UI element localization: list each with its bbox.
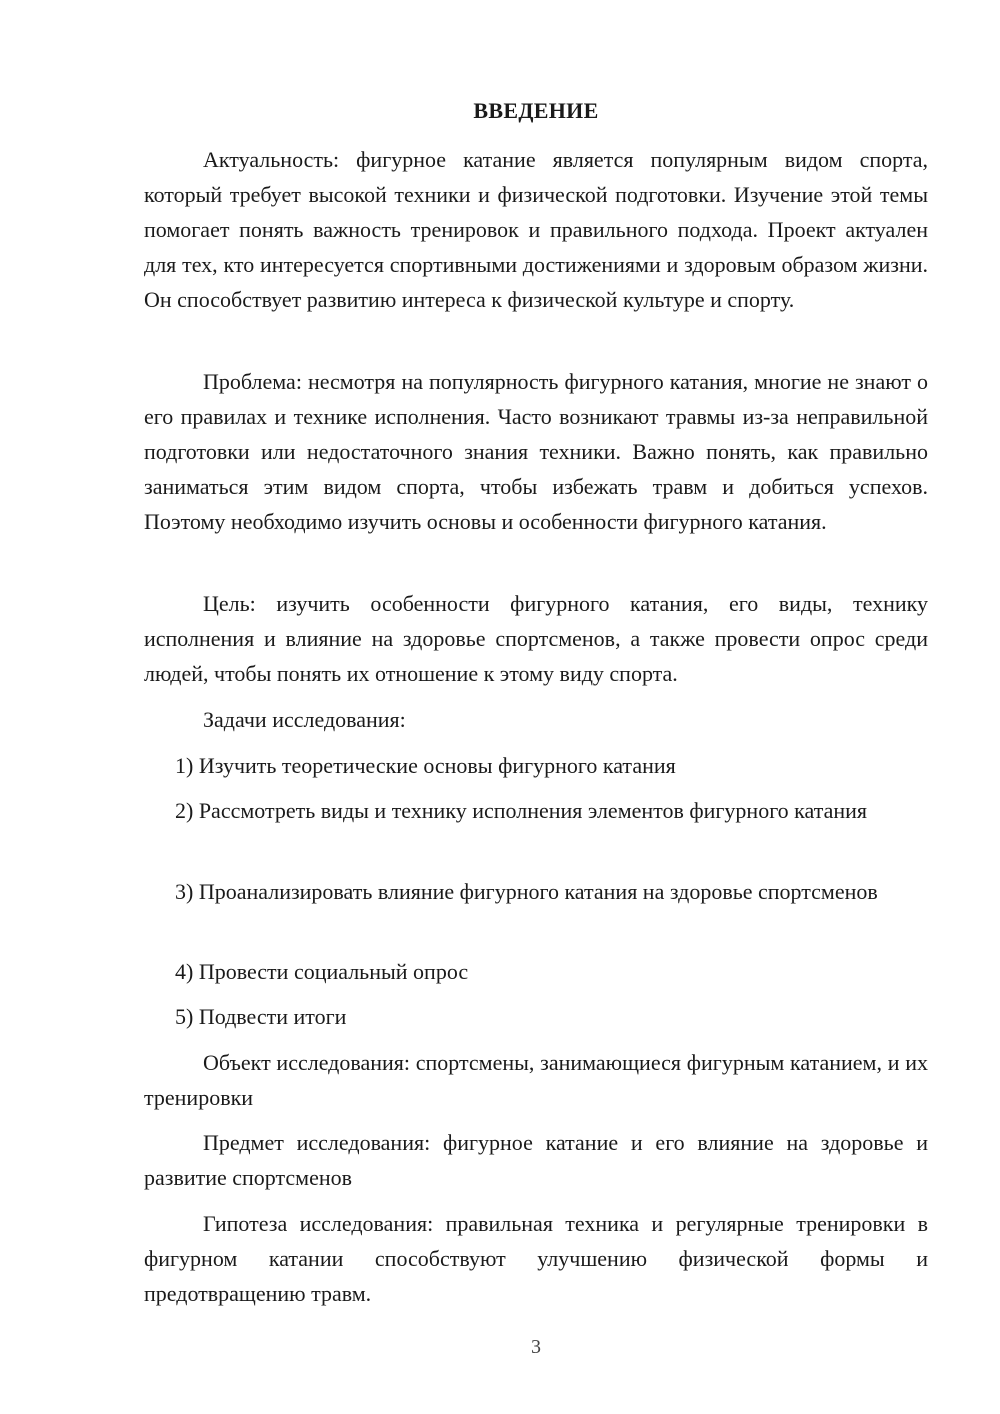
page-title: ВВЕДЕНИЕ <box>473 98 599 123</box>
tasks-heading: Задачи исследования: <box>203 707 406 732</box>
task-item-1: 1) Изучить теоретические основы фигурного катания <box>175 753 676 778</box>
task-item-5: 5) Подвести итоги <box>175 1004 347 1029</box>
goal-paragraph: Цель: изучить особенности фигурного катания, его виды, технику исполнения и влияние на здоровье спортсменов, а также провести опрос среди людей, чтобы понять их отношение к этому виду спорта. <box>144 591 928 686</box>
relevance-paragraph: Актуальность: фигурное катание является популярным видом спорта, который требует высокой техники и физической подготовки. Изучение этой темы помогает понять важность тренировок и правильного подхода. Проект актуален для тех, кто интересуется спортивными достижениями и здоровым образом жизни. Он способствует развитию интереса к физической культуре и спорту. <box>144 147 928 312</box>
task-item-3: 3) Проанализировать влияние фигурного катания на здоровье спортсменов <box>175 879 878 904</box>
problem-paragraph: Проблема: несмотря на популярность фигурного катания, многие не знают о его правилах и технике исполнения. Часто возникают травмы из-за неправильной подготовки или недостаточного знания техники. Важно понять, как правильно заниматься этим видом спорта, чтобы избежать травм и добиться успехов. Поэтому необходимо изучить основы и особенности фигурного катания. <box>144 369 928 534</box>
hypothesis-paragraph: Гипотеза исследования: правильная техника и регулярные тренировки в фигурном катании способствуют улучшению физической формы и предотвращению травм. <box>144 1211 928 1306</box>
subject-paragraph: Предмет исследования: фигурное катание и его влияние на здоровье и развитие спортсменов <box>144 1130 928 1190</box>
task-item-2: 2) Рассмотреть виды и технику исполнения элементов фигурного катания <box>175 798 868 823</box>
document-page <box>144 0 928 1414</box>
object-paragraph: Объект исследования: спортсмены, занимающиеся фигурным катанием, и их тренировки <box>144 1050 928 1110</box>
page-number: 3 <box>531 1336 541 1358</box>
task-item-4: 4) Провести социальный опрос <box>175 959 469 984</box>
